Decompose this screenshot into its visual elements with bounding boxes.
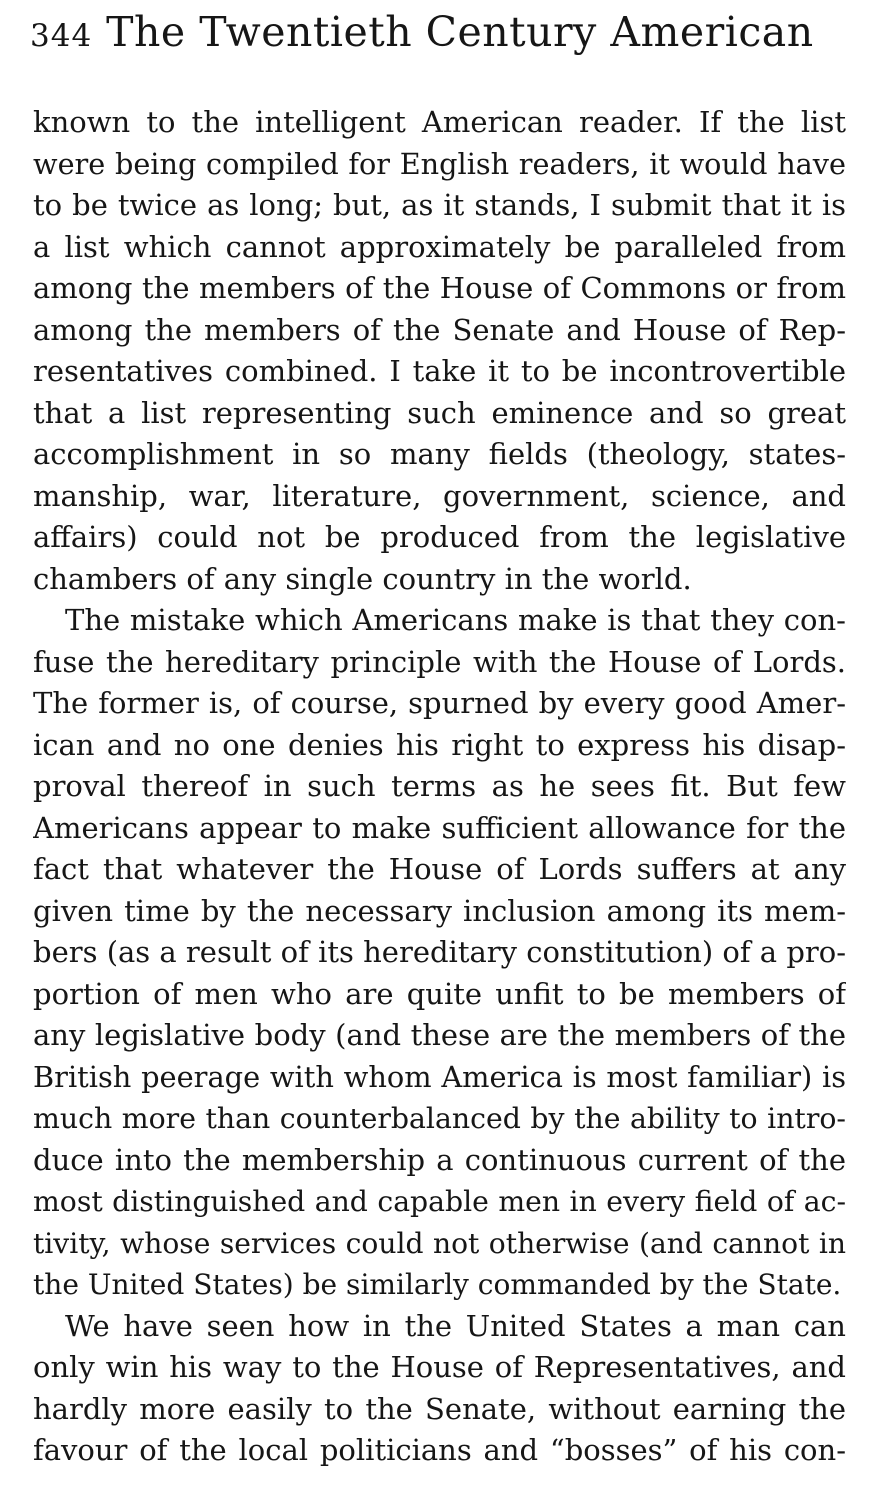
text-line: proval thereof in such terms as he sees fit. But few <box>33 769 846 803</box>
text-line: ican and no one denies his right to express his disap- <box>33 727 846 762</box>
running-head <box>30 8 850 72</box>
text-line: affairs) could not be produced from the legislative <box>33 520 846 554</box>
text-line: fact that whatever the House of Lords suffers at any <box>33 852 846 886</box>
text-line: that a list representing such eminence and so great <box>33 395 846 430</box>
text-line: British peerage with whom America is most familiar) is <box>33 1059 846 1094</box>
text-line: The mistake which Americans make is that they con- <box>65 603 846 637</box>
text-line: known to the intelligent American reader. If the list <box>33 105 846 139</box>
text-line: chambers of any single country in the world. <box>33 561 692 596</box>
text-line: portion of men who are quite unfit to be members of <box>33 976 846 1011</box>
text-line: only win his way to the House of Representatives, and <box>33 1350 846 1384</box>
paragraph <box>33 1306 846 1472</box>
text-line: We have seen how in the United States a man can <box>65 1308 846 1343</box>
text-line: among the members of the Senate and House of Rep- <box>33 312 846 347</box>
paragraph <box>33 600 846 1306</box>
text-line: tivity, whose services could not otherwise (and cannot in <box>33 1226 846 1260</box>
text-line: The former is, of course, spurned by every good Amer- <box>33 686 846 720</box>
text-line: much more than counterbalanced by the ability to intro- <box>33 1102 846 1135</box>
text-line: accomplishment in so many fields (theology, states- <box>33 437 846 471</box>
page-number: 344 <box>30 18 93 54</box>
text-line: any legislative body (and these are the members of the <box>33 1018 846 1052</box>
text-line: duce into the membership a continuous current of the <box>33 1142 846 1177</box>
text-line: among the members of the House of Commons or from <box>33 271 846 305</box>
text-line: Americans appear to make sufficient allowance for the <box>33 810 846 845</box>
text-line: fuse the hereditary principle with the House of Lords. <box>33 644 846 679</box>
book-title: The Twentieth Century American <box>106 8 814 56</box>
text-line: favour of the local politicians and “bosses” of his con- <box>33 1433 846 1467</box>
text-line: the United States) be similarly commanded by the State. <box>33 1268 842 1301</box>
text-line: to be twice as long; but, as it stands, I submit that it is <box>33 188 846 222</box>
text-line: hardly more easily to the Senate, without earning the <box>33 1391 846 1426</box>
text-line: manship, war, literature, government, science, and <box>33 478 846 513</box>
text-line: were being compiled for English readers, it would have <box>33 146 846 181</box>
text-line: a list which cannot approximately be paralleled from <box>33 229 846 264</box>
text-line: resentatives combined. I take it to be incontrovertible <box>33 354 846 388</box>
paragraph <box>33 102 846 600</box>
text-line: given time by the necessary inclusion among its mem- <box>33 893 846 928</box>
text-line: most distinguished and capable men in every field of ac- <box>33 1185 846 1218</box>
text-line: bers (as a result of its hereditary constitution) of a pro- <box>33 935 846 969</box>
body-text <box>33 102 846 1472</box>
